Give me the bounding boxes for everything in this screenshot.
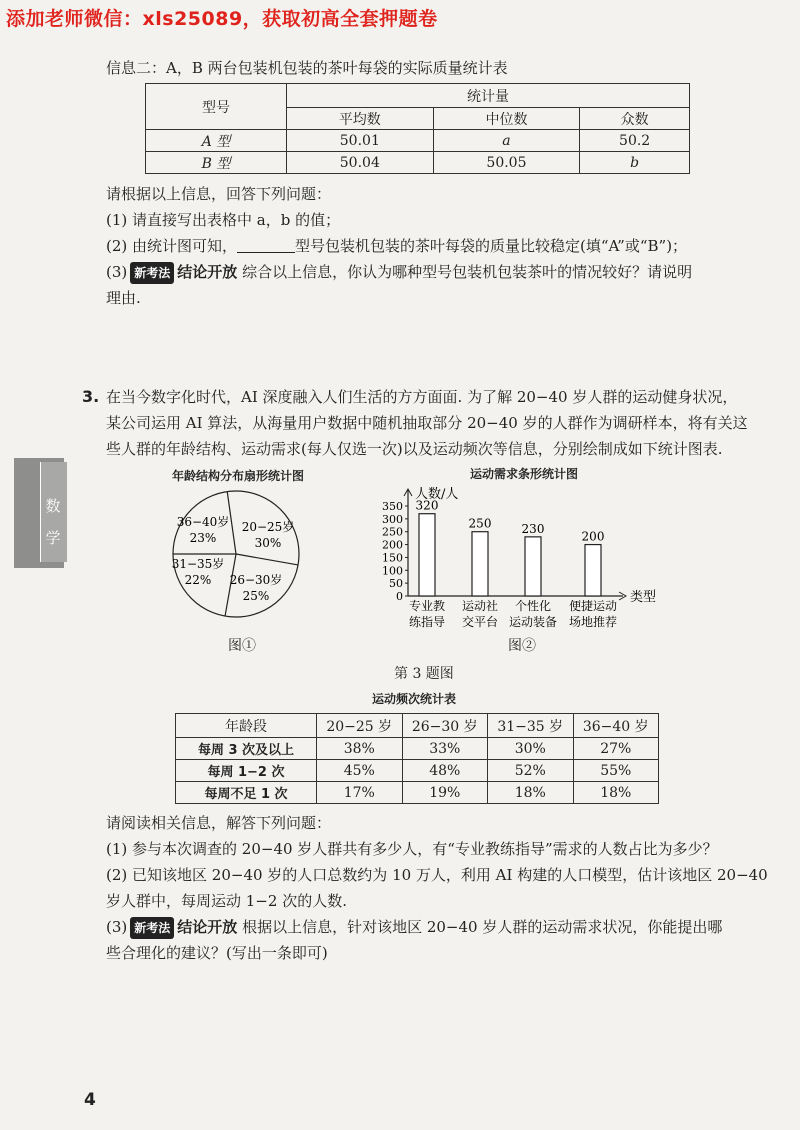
- q2-sub2-post: 型号包装机包装的茶叶每袋的质量比较稳定(填“A”或“B”)；: [295, 237, 688, 255]
- col-mode: 众数: [580, 108, 690, 130]
- pie-slice-label: 26−30岁: [229, 573, 283, 587]
- category-label: 运动社: [461, 599, 499, 613]
- y-tick-label: 100: [382, 564, 403, 578]
- header-model: 型号: [146, 84, 287, 130]
- pie-slice-value: 22%: [184, 573, 212, 587]
- info2-table: [145, 83, 690, 174]
- col-mean: 平均数: [287, 108, 434, 130]
- y-tick-label: 50: [389, 577, 403, 591]
- q3-sub3-text: 根据以上信息，针对该地区 20−40 岁人群的运动需求状况，你能提出哪: [242, 918, 723, 936]
- bar: [472, 532, 488, 596]
- y-tick-label: 350: [382, 500, 403, 513]
- cell: 38%: [317, 738, 403, 760]
- cell: 50.05: [433, 152, 580, 174]
- x-axis-label: 类型: [630, 590, 657, 605]
- header-stats: 统计量: [287, 84, 690, 108]
- th: 26−30 岁: [402, 714, 488, 738]
- q2-intro: 请根据以上信息，回答下列问题：: [106, 185, 332, 203]
- pie-slice-value: 25%: [242, 589, 270, 603]
- freq-table-title: 运动频次统计表: [372, 692, 457, 706]
- category-label: 练指导: [408, 615, 446, 629]
- open-conclusion-label: 结论开放: [177, 918, 238, 936]
- cell: 19%: [402, 782, 488, 804]
- cell: b: [580, 152, 690, 174]
- subject-char: 数: [45, 497, 61, 515]
- pie-slice-label: 20−25岁: [241, 520, 295, 534]
- promo-banner: 添加老师微信：xls25089，获取初高全套押题卷: [6, 8, 438, 30]
- subject-char: 学: [45, 529, 61, 547]
- q3-line1: 在当今数字化时代，AI 深度融入人们生活的方方面面. 为了解 20−40 岁人群的运动健身状况，: [106, 388, 738, 406]
- row-label: 每周 1−2 次: [176, 760, 317, 782]
- cell: 50.04: [287, 152, 434, 174]
- y-tick-label: 300: [382, 512, 403, 526]
- q3-sub3-num: (3): [106, 918, 128, 936]
- new-method-tag: 新考法: [130, 917, 174, 939]
- q2-sub2: [106, 236, 687, 256]
- pie-slice-label: 31−35岁: [171, 557, 225, 571]
- subject-label: [44, 490, 62, 554]
- fig1-caption: 图①: [228, 638, 256, 654]
- info2-title: 信息二：A，B 两台包装机包装的茶叶每袋的实际质量统计表: [106, 59, 508, 77]
- q2-sub2-pre: (2) 由统计图可知，: [106, 237, 238, 255]
- category-label: 个性化: [514, 599, 552, 613]
- q2-sub1: (1) 请直接写出表格中 a，b 的值；: [106, 211, 341, 229]
- answer-blank[interactable]: [237, 238, 295, 253]
- cell: a: [433, 130, 580, 152]
- y-tick-label: 150: [382, 551, 403, 565]
- pie-title: 年龄结构分布扇形统计图: [172, 469, 305, 483]
- q2-sub3-num: (3): [106, 263, 128, 281]
- col-median: 中位数: [433, 108, 580, 130]
- th: 20−25 岁: [317, 714, 403, 738]
- category-label: 运动装备: [508, 615, 558, 629]
- cell: 30%: [488, 738, 574, 760]
- y-axis-label: 人数/人: [415, 487, 459, 502]
- cell: 50.01: [287, 130, 434, 152]
- pie-divider: [236, 554, 298, 565]
- bar-chart: [375, 486, 675, 636]
- bar-value-label: 250: [468, 516, 492, 531]
- fig2-caption: 图②: [508, 638, 536, 654]
- cell: 27%: [573, 738, 659, 760]
- cell: 17%: [317, 782, 403, 804]
- q2-sub3: [106, 262, 692, 284]
- q2-sub3-text: 综合以上信息，你认为哪种型号包装机包装茶叶的情况较好？请说明: [242, 263, 693, 281]
- y-tick-label: 200: [382, 538, 403, 552]
- cell: 55%: [573, 760, 659, 782]
- pie-slice-value: 30%: [254, 536, 282, 550]
- category-label: 场地推荐: [568, 615, 618, 629]
- cell: 33%: [402, 738, 488, 760]
- bar-value-label: 230: [521, 521, 545, 536]
- open-conclusion-label: 结论开放: [177, 263, 238, 281]
- q3-intro: 请阅读相关信息，解答下列问题：: [106, 814, 332, 832]
- cell: 45%: [317, 760, 403, 782]
- bar: [585, 545, 601, 596]
- bar-title: 运动需求条形统计图: [470, 467, 579, 481]
- th: 36−40 岁: [573, 714, 659, 738]
- cell: 48%: [402, 760, 488, 782]
- bar: [419, 514, 435, 596]
- category-label: 专业教: [408, 599, 446, 613]
- q3-sub3: [106, 917, 722, 939]
- figure-caption: 第 3 题图: [394, 666, 454, 682]
- th: 年龄段: [176, 714, 317, 738]
- page-number: 4: [84, 1090, 96, 1110]
- row-model: A 型: [146, 130, 287, 152]
- cell: 50.2: [580, 130, 690, 152]
- pie-slice-value: 23%: [189, 531, 217, 545]
- q3-sub2b: 岁人群中，每周运动 1−2 次的人数.: [106, 892, 347, 910]
- bar-value-label: 320: [415, 498, 439, 513]
- q3-line3: 些人群的年龄结构、运动需求(每人仅选一次)以及运动频次等信息，分别绘制成如下统计图表.: [106, 440, 723, 458]
- bar-value-label: 200: [581, 529, 605, 544]
- category-label: 交平台: [461, 615, 499, 629]
- row-model: B 型: [146, 152, 287, 174]
- y-tick-label: 0: [396, 590, 403, 603]
- q3-sub1: (1) 参与本次调查的 20−40 岁人群共有多少人，有“专业教练指导”需求的人数占比为多少？: [106, 840, 718, 858]
- cell: 18%: [573, 782, 659, 804]
- th: 31−35 岁: [488, 714, 574, 738]
- y-tick-label: 250: [382, 525, 403, 539]
- pie-slice-label: 36−40岁: [176, 515, 230, 529]
- q3-sub2a: (2) 已知该地区 20−40 岁的人口总数约为 10 万人，利用 AI 构建的人口模型，估计该地区 20−40: [106, 866, 768, 884]
- q3-number: 3.: [82, 387, 100, 406]
- row-label: 每周 3 次及以上: [176, 738, 317, 760]
- new-method-tag: 新考法: [130, 262, 174, 284]
- q3-sub3-text2: 些合理化的建议？(写出一条即可): [106, 944, 328, 962]
- q3-line2: 某公司运用 AI 算法，从海量用户数据中随机抽取部分 20−40 岁的人群作为调研样本，将有关这: [106, 414, 748, 432]
- cell: 52%: [488, 760, 574, 782]
- cell: 18%: [488, 782, 574, 804]
- freq-table: [175, 713, 659, 804]
- bar: [525, 537, 541, 596]
- pie-chart: [168, 482, 308, 632]
- category-label: 便捷运动: [568, 599, 618, 613]
- q2-sub3-text2: 理由.: [106, 289, 141, 307]
- row-label: 每周不足 1 次: [176, 782, 317, 804]
